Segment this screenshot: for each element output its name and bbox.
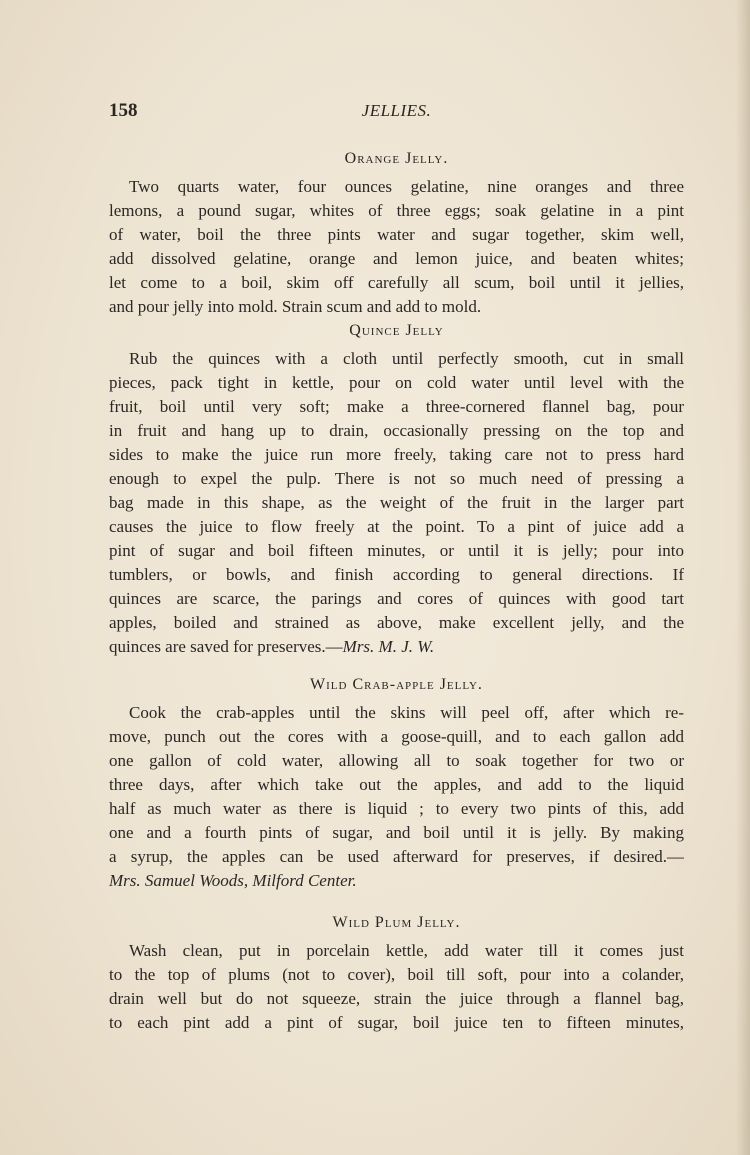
text-line: to each pint add a pint of sugar, boil juice ten to fifteen minutes, xyxy=(109,1013,684,1032)
recipe-attribution: Mrs. Samuel Woods, Milford Center. xyxy=(109,871,357,890)
text-line: Rub the quinces with a cloth until perfectly smooth, cut in small xyxy=(129,349,684,368)
text-line: let come to a boil, skim off carefully all scum, boil until it jellies, xyxy=(109,273,684,292)
text-line: one and a fourth pints of sugar, and boil until it is jelly. By making xyxy=(109,823,684,842)
text-line: add dissolved gelatine, orange and lemon juice, and beaten whites; xyxy=(109,249,684,268)
text-line: to the top of plums (not to cover), boil till soft, pour into a colander, xyxy=(109,965,684,984)
recipe-quince-jelly xyxy=(109,319,684,659)
text-fragment: quinces are saved for preserves.— xyxy=(109,637,343,656)
recipe-text xyxy=(109,175,684,319)
text-line: sides to make the juice run more freely, taking care not to press hard xyxy=(109,445,684,464)
text-line: bag made in this shape, as the weight of the fruit in the larger part xyxy=(109,493,684,512)
text-line: Wash clean, put in porcelain kettle, add water till it comes just xyxy=(129,941,684,960)
text-line: half as much water as there is liquid ; to every two pints of this, add xyxy=(109,799,684,818)
recipe-text xyxy=(109,939,684,1035)
text-line: Cook the crab-apples until the skins will peel off, after which re- xyxy=(129,703,684,722)
text-line: drain well but do not squeeze, strain the juice through a flannel bag, xyxy=(109,989,684,1008)
recipe-text xyxy=(109,701,684,893)
recipe-attribution: Mrs. M. J. W. xyxy=(342,637,435,656)
text-line: move, punch out the cores with a goose-quill, and to each gallon add xyxy=(109,727,684,746)
page-number: 158 xyxy=(109,100,138,121)
text-line: in fruit and hang up to drain, occasionally pressing on the top and xyxy=(109,421,684,440)
text-line: apples, boiled and strained as above, make excellent jelly, and the xyxy=(109,613,684,632)
text-line: and pour jelly into mold. Strain scum and add to mold. xyxy=(109,297,482,316)
recipe-title: Quince Jelly xyxy=(349,322,444,339)
running-head xyxy=(109,100,684,128)
text-line: of water, boil the three pints water and sugar together, skim well, xyxy=(109,225,684,244)
text-line xyxy=(109,635,684,659)
text-line: tumblers, or bowls, and finish according to general directions. If xyxy=(109,565,684,584)
recipe-wild-plum-jelly xyxy=(109,911,684,1035)
text-line: lemons, a pound sugar, whites of three eggs; soak gelatine in a pint xyxy=(109,201,684,220)
text-line: causes the juice to flow freely at the point. To a pint of juice add a xyxy=(109,517,684,536)
recipe-wild-crab-apple-jelly xyxy=(109,673,684,893)
text-line: pieces, pack tight in kettle, pour on cold water until level with the xyxy=(109,373,684,392)
recipe-title: Wild Crab-apple Jelly. xyxy=(310,676,483,693)
recipe-text xyxy=(109,347,684,659)
running-title: JELLIES. xyxy=(361,101,432,120)
page-body xyxy=(109,147,684,1035)
recipe-orange-jelly xyxy=(109,147,684,319)
text-line: one gallon of cold water, allowing all to soak together for two or xyxy=(109,751,684,770)
text-line: pint of sugar and boil fifteen minutes, or until it is jelly; pour into xyxy=(109,541,684,560)
recipe-title: Orange Jelly. xyxy=(344,150,449,167)
text-line: enough to expel the pulp. There is not so much need of pressing a xyxy=(109,469,684,488)
text-line: Two quarts water, four ounces gelatine, nine oranges and three xyxy=(129,177,684,196)
text-line: fruit, boil until very soft; make a three-cornered flannel bag, pour xyxy=(109,397,684,416)
recipe-title: Wild Plum Jelly. xyxy=(332,914,461,931)
text-line: a syrup, the apples can be used afterward for preserves, if desired.— xyxy=(109,847,684,866)
text-line: three days, after which take out the apples, and add to the liquid xyxy=(109,775,684,794)
text-line: quinces are scarce, the parings and cores of quinces with good tart xyxy=(109,589,684,608)
